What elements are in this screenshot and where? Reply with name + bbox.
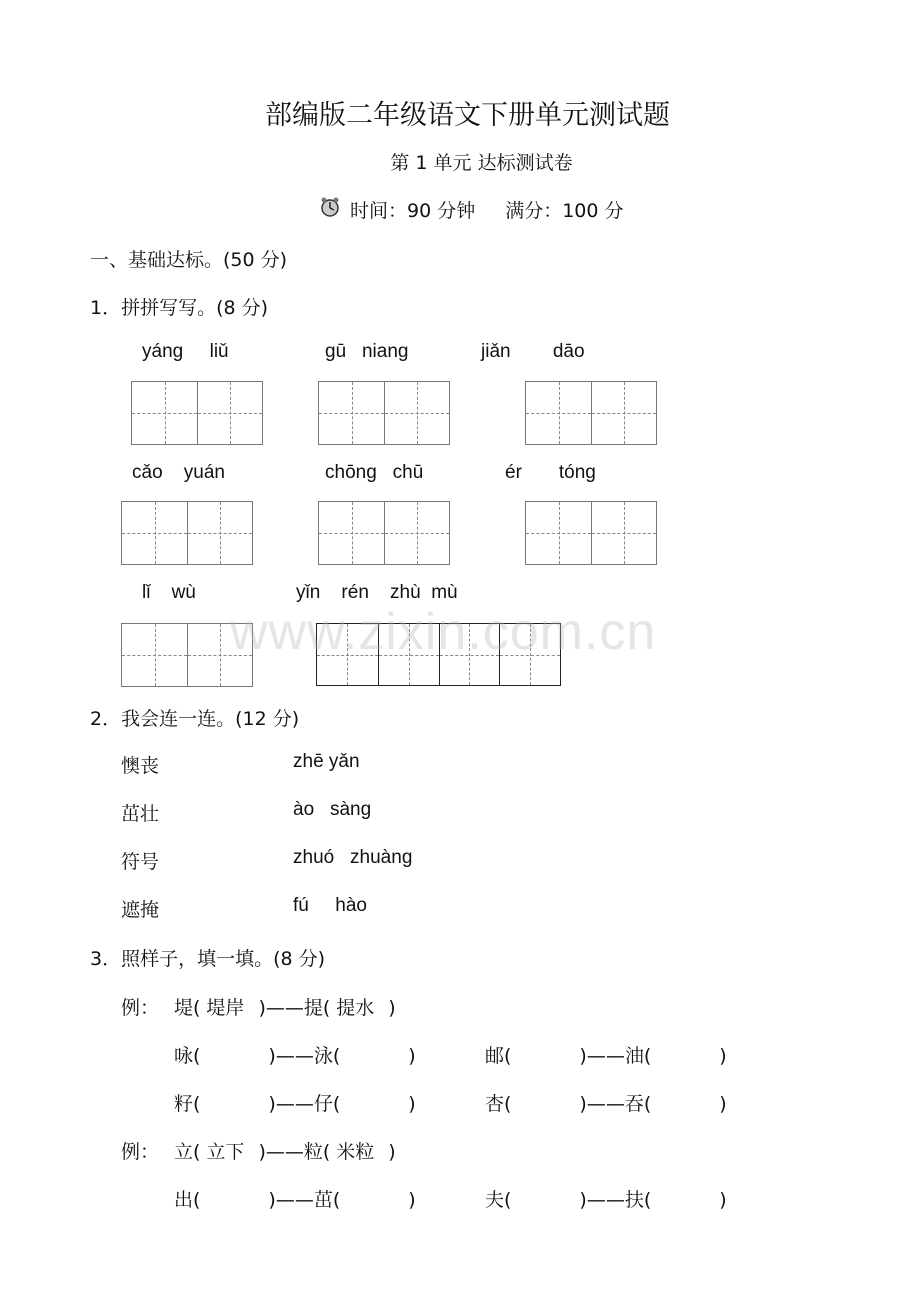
- section-heading: 一、基础达标。(50 分): [90, 249, 288, 271]
- full-score: 满分：100 分: [505, 200, 624, 222]
- pinyin-label: yǐn rén zhù mù: [296, 582, 458, 603]
- writing-grid[interactable]: [525, 501, 657, 565]
- writing-grid[interactable]: [121, 501, 253, 565]
- example-row: 立( 立下 )——粒( 米粒 ): [174, 1141, 396, 1163]
- example-label: 例：: [121, 997, 160, 1019]
- question-2-heading: 2．我会连一连。(12 分): [90, 708, 300, 730]
- pinyin-label: yáng liǔ: [142, 341, 229, 362]
- match-word[interactable]: 懊丧: [121, 755, 160, 777]
- fill-pair[interactable]: 夫( )——扶( ): [485, 1189, 727, 1211]
- match-pinyin[interactable]: zhē yǎn: [293, 751, 360, 772]
- clock-icon: [318, 196, 344, 223]
- match-word[interactable]: 遮掩: [121, 899, 160, 921]
- question-1-heading: 1．拼拼写写。(8 分): [90, 297, 269, 319]
- pinyin-label: ér tóng: [505, 462, 596, 483]
- time-limit: 时间：90 分钟: [350, 200, 476, 222]
- pinyin-label: jiǎn dāo: [481, 341, 585, 362]
- watermark: www.zixin.com.cn: [230, 603, 657, 661]
- match-word[interactable]: 茁壮: [121, 803, 160, 825]
- pinyin-label: cǎo yuán: [132, 462, 225, 483]
- question-3-heading: 3．照样子，填一填。(8 分): [90, 948, 326, 970]
- fill-pair[interactable]: 籽( )——仔( ): [174, 1093, 416, 1115]
- match-pinyin[interactable]: zhuó zhuàng: [293, 847, 413, 868]
- time-score-line: [318, 196, 624, 223]
- writing-grid[interactable]: [318, 501, 450, 565]
- fill-pair[interactable]: 咏( )——泳( ): [174, 1045, 416, 1067]
- pinyin-label: lǐ wù: [142, 582, 196, 603]
- writing-grid[interactable]: [318, 381, 450, 445]
- page-title: 部编版二年级语文下册单元测试题: [265, 100, 670, 131]
- writing-grid[interactable]: [525, 381, 657, 445]
- writing-grid[interactable]: [131, 381, 263, 445]
- example-row: 堤( 堤岸 )——提( 提水 ): [174, 997, 396, 1019]
- match-pinyin[interactable]: ào sàng: [293, 799, 372, 820]
- match-word[interactable]: 符号: [121, 851, 160, 873]
- pinyin-label: gū niang: [325, 341, 409, 362]
- fill-pair[interactable]: 杏( )——吞( ): [485, 1093, 727, 1115]
- example-label: 例：: [121, 1141, 160, 1163]
- fill-pair[interactable]: 出( )——茁( ): [174, 1189, 416, 1211]
- match-pinyin[interactable]: fú hào: [293, 895, 367, 916]
- page-subtitle: 第 1 单元 达标测试卷: [390, 152, 573, 174]
- pinyin-label: chōng chū: [325, 462, 424, 483]
- fill-pair[interactable]: 邮( )——油( ): [485, 1045, 727, 1067]
